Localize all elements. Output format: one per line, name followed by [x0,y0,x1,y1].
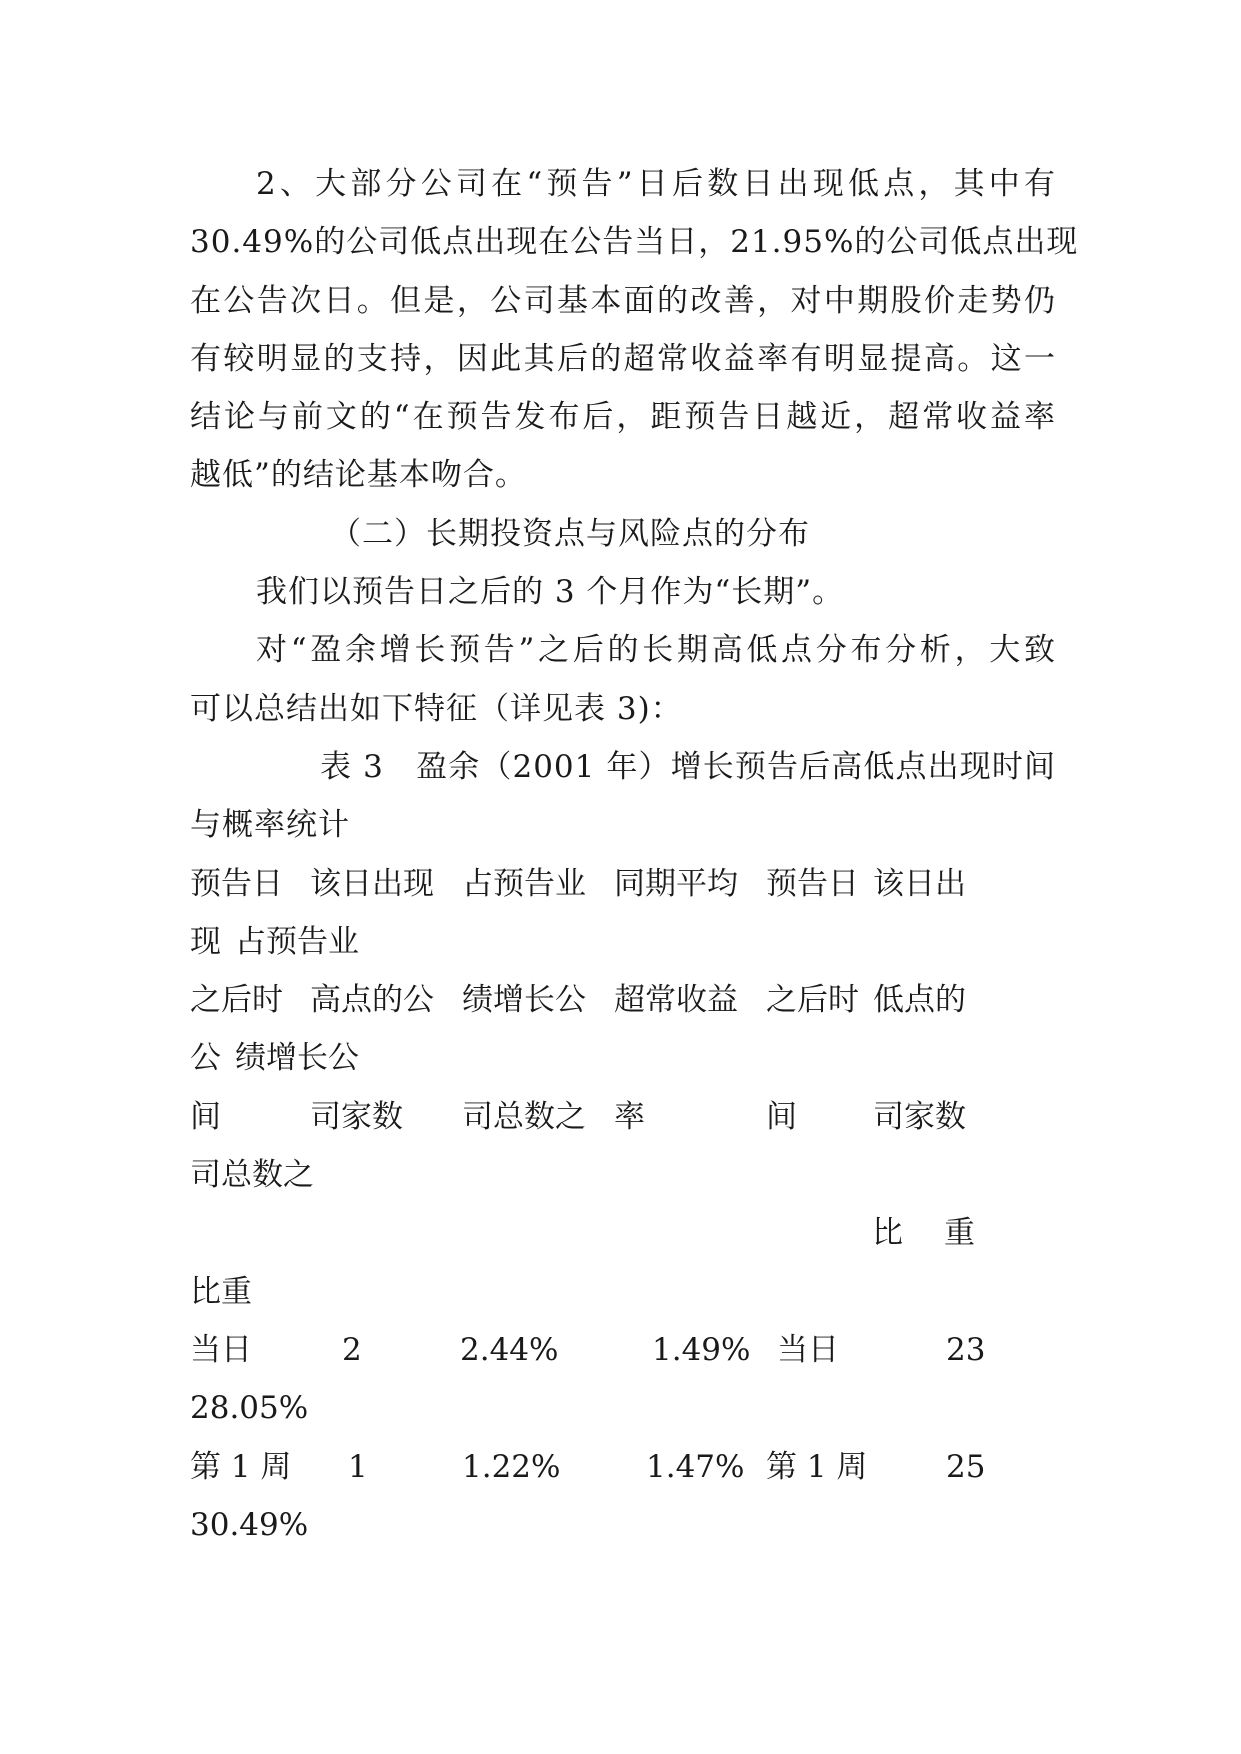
table-row [190,1438,1056,1496]
cell-abnormal-return: 1.47% [646,1448,745,1485]
cell-period-low: 当日 [777,1331,839,1368]
header-cell: 绩增长公 [462,982,586,1019]
document-page [190,155,1079,1554]
header-cell: 之后时 [190,982,283,1019]
header-cell: 该日出现 [310,865,434,902]
paragraph-line: 有较明显的支持，因此其后的超常收益率有明显提高。这一 [190,340,1056,377]
paragraph-line: 结论与前文的“在预告发布后，距预告日越近，超常收益率 [190,399,1056,436]
cell-period: 第 1 周 [190,1448,292,1485]
header-cell: 低点的 [873,982,966,1019]
paragraph-line: 越低”的结论基本吻合。 [190,457,527,494]
header-cell: 该日出 [873,865,966,902]
header-cell: 率 [614,1098,645,1135]
header-cell: 重 [944,1215,975,1252]
table-header-line [190,1088,1056,1146]
header-cell: 占预告业 [235,923,359,960]
header-cell: 绩增长公 [235,1040,359,1077]
cell-low-pct: 28.05% [190,1390,309,1427]
header-cell: 超常收益 [614,982,738,1019]
header-cell: 预告日 [190,865,283,902]
header-cell: 间 [766,1098,797,1135]
paragraph-line: 对“盈余增长预告”之后的长期高低点分布分析，大致 [256,632,1056,669]
table-header-line [190,1204,1056,1262]
header-cell: 占预告业 [462,865,586,902]
paragraph-line: 我们以预告日之后的 3 个月作为“长期”。 [256,574,845,611]
table-header-line [190,971,1056,1029]
paragraph-line: 可以总结出如下特征（详见表 3)： [190,690,683,727]
paragraph-line: 30.49%的公司低点出现在公告当日，21.95%的公司低点出现 [190,224,1079,261]
table-caption: 表 3 盈余（2001 年）增长预告后高低点出现时间 [320,748,1056,785]
table-header-line [190,913,1056,971]
table-header-line [190,1263,1056,1321]
header-cell: 司总数之 [190,1157,314,1194]
cell-high-pct: 2.44% [460,1331,559,1368]
cell-high-count: 2 [342,1331,362,1368]
cell-high-pct: 1.22% [462,1448,561,1485]
header-cell: 高点的公 [310,982,434,1019]
cell-period: 当日 [190,1331,252,1368]
table-caption: 与概率统计 [190,807,350,844]
header-cell: 公 [190,1040,221,1077]
table-row [190,1321,1056,1379]
table-header-line [190,855,1056,913]
table-row-continued [190,1496,1056,1554]
cell-low-count: 25 [946,1448,986,1485]
table-header-line [190,1029,1056,1087]
table-row-continued [190,1379,1056,1437]
cell-period-low: 第 1 周 [766,1448,868,1485]
cell-high-count: 1 [348,1448,368,1485]
header-cell: 预告日 [766,865,859,902]
cell-abnormal-return: 1.49% [652,1331,751,1368]
header-cell: 司总数之 [462,1098,586,1135]
header-cell: 司家数 [310,1098,403,1135]
paragraph-line: 2、大部分公司在“预告”日后数日出现低点，其中有 [256,166,1056,202]
table-header-line [190,1146,1056,1204]
header-cell: 之后时 [766,982,859,1019]
header-cell: 同期平均 [614,865,738,902]
header-cell: 间 [190,1098,221,1135]
cell-low-count: 23 [946,1331,986,1368]
cell-low-pct: 30.49% [190,1506,309,1543]
header-cell: 比 [872,1215,903,1252]
section-heading: （二）长期投资点与风险点的分布 [330,515,810,552]
paragraph-line: 在公告次日。但是，公司基本面的改善，对中期股价走势仍 [190,282,1056,319]
header-cell: 现 [190,923,221,960]
header-cell: 司家数 [873,1098,966,1135]
header-cell: 比重 [190,1273,252,1310]
